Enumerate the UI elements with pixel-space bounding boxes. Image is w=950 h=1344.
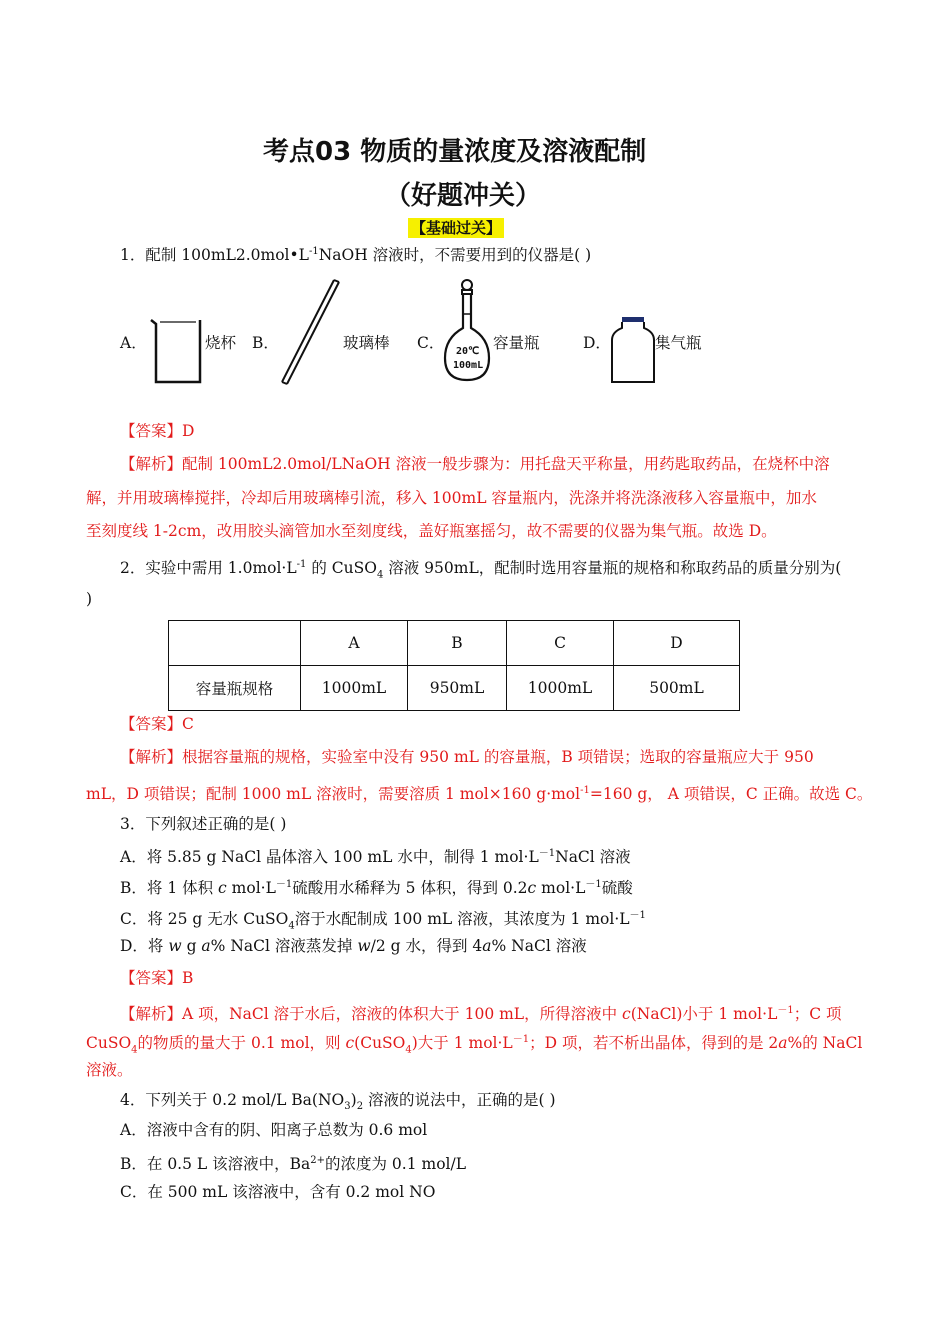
q4-opt-a: A．溶液中含有的阴、阳离子总数为 0.6 mol [120,1121,428,1139]
q2-analysis-line2: mL，D 项错误；配制 1000 mL 溶液时，需要溶质 1 mol×160 g·mol$^{-1}$=160 g， A 项错误，C 正确。故选 C。 [86,785,873,804]
table-header: A [301,621,408,666]
q1-answer: 【答案】D [120,422,195,440]
q2-stem-end: ) [86,590,93,608]
q1-stem: 1．配制 $100mL2.0mol•L^{-1}NaOH$ 溶液时，不需要用到的仪器是( ) [120,246,592,265]
page-title: 考点03 物质的量浓度及溶液配制 [263,137,647,167]
q1-opt-c-name: 容量瓶 [493,334,540,352]
q3-analysis-line2: CuSO$_4$的物质的量大于 0.1 mol，则 c(CuSO$_4$)大于 1 $mol\cdot L^{-1}$；D 项，若不析出晶体，得到的是 2a%的 NaCl [86,1034,863,1056]
q3-answer: 【答案】B [120,969,194,987]
flask-mark-temp: 20℃ [456,346,480,357]
q1-opt-a-letter: A． [120,334,147,352]
table-cell: 1000mL [301,666,408,711]
q3-opt-c: C．将 25 g 无水 CuSO$_4$溶于水配制成 100 mL 溶液，其浓度为 1 $mol\cdot L^{-1}$ [120,910,646,932]
q1-analysis-line3: 至刻度线 1-2cm，改用胶头滴管加水至刻度线，盖好瓶塞摇匀，故不需要的仪器为集气瓶。故选 D。 [86,522,777,540]
q4-stem: 4．下列关于 0.2 mol/L $Ba(NO_3)_2$ 溶液的说法中，正确的是( ) [120,1091,556,1113]
q2-analysis-line1: 【解析】根据容量瓶的规格，实验室中没有 950 mL 的容量瓶，B 项错误；选取的容量瓶应大于 950 [120,748,814,766]
q2-table [168,620,740,711]
page-subtitle: （好题冲关） [385,181,542,211]
q1-opt-b-letter: B． [252,334,279,352]
q3-opt-b: B．将 1 体积 c $mol\cdot L^{-1}$硫酸用水稀释为 5 体积，得到 0.2c $mol\cdot L^{-1}$硫酸 [120,879,633,898]
q3-opt-a: A．将 5.85 g NaCl 晶体溶入 100 mL 水中，制得 1 $mol\cdot L^{-1}NaCl$ 溶液 [120,848,631,867]
table-row [169,666,740,711]
flask-mark-volume: 100mL [453,360,484,371]
glass-rod-icon [278,276,342,388]
q2-stem: 2．实验中需用 $1.0mol\cdot L^{-1}$ 的 CuSO$_4$ 溶液 950mL，配制时选用容量瓶的规格和称取药品的质量分别为( [120,559,842,581]
q1-analysis-line2: 解，并用玻璃棒搅拌，冷却后用玻璃棒引流，移入 100mL 容量瓶内，洗涤并将洗涤液移入容量瓶中，加水 [86,489,817,507]
q1-analysis-line1: 【解析】配制 100mL2.0mol/LNaOH 溶液一般步骤为：用托盘天平称量，用药匙取药品，在烧杯中溶 [120,455,830,473]
gas-jar-icon [610,314,656,386]
beaker-icon [148,314,206,386]
q1-opt-d-letter: D． [583,334,611,352]
table-header: C [507,621,614,666]
table-cell: 1000mL [507,666,614,711]
table-cell: 容量瓶规格 [169,666,301,711]
q1-opt-b-name: 玻璃棒 [343,334,390,352]
table-cell [169,621,301,666]
table-cell: 950mL [408,666,507,711]
q1-opt-a-name: 烧杯 [205,334,237,352]
q2-answer: 【答案】C [120,715,194,733]
q4-opt-c: C．在 500 mL 该溶液中，含有 0.2 mol NO [120,1183,436,1201]
q4-opt-b: B．在 0.5 L 该溶液中，$Ba^{2+}$的浓度为 0.1 mol/L [120,1155,467,1174]
table-row [169,621,740,666]
section-badge: 【基础过关】 [408,218,504,238]
table-cell: 500mL [614,666,740,711]
table-header: D [614,621,740,666]
q3-opt-d: D．将 w g a% NaCl 溶液蒸发掉 w/2 g 水，得到 4a% NaCl 溶液 [120,937,587,955]
q1-opt-c-letter: C． [417,334,445,352]
table-header: B [408,621,507,666]
q1-opt-d-name: 集气瓶 [655,334,702,352]
q3-stem: 3．下列叙述正确的是( ) [120,815,287,833]
q3-analysis-line1: 【解析】A 项，NaCl 溶于水后，溶液的体积大于 100 mL，所得溶液中 c(NaCl)小于 1 $mol\cdot L^{-1}$；C 项 [120,1005,842,1024]
q3-analysis-line3: 溶液。 [86,1061,133,1079]
